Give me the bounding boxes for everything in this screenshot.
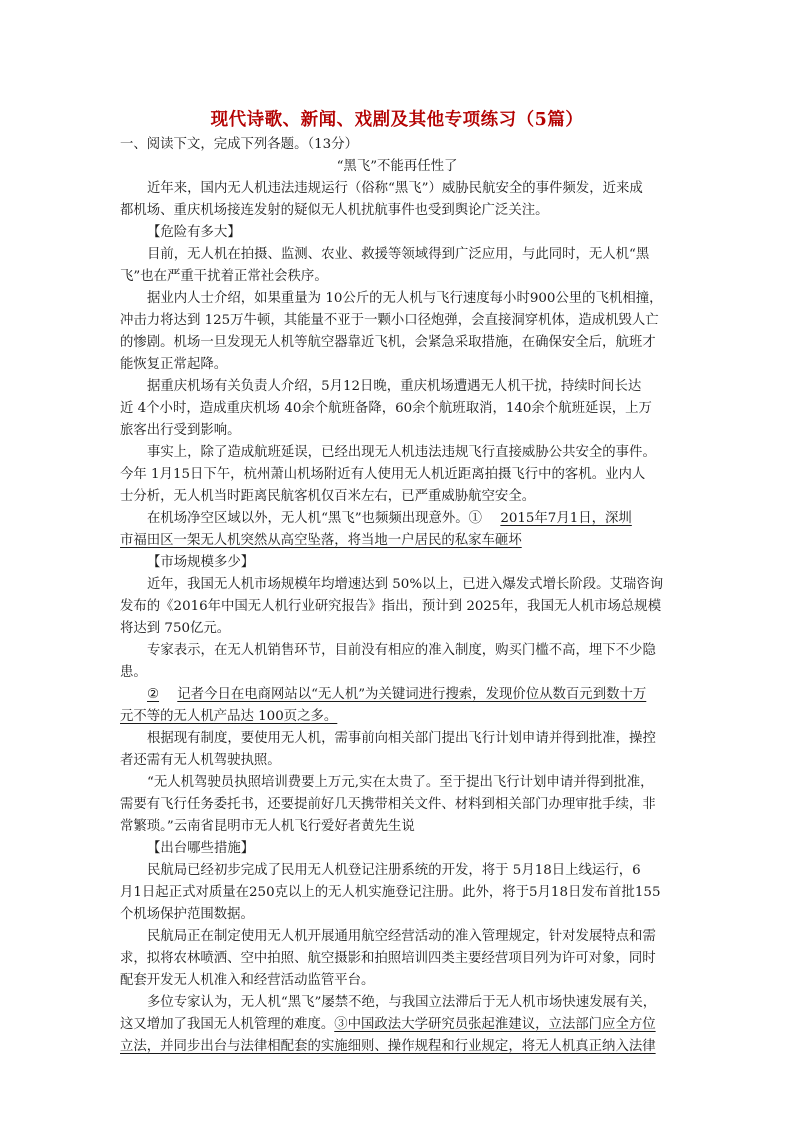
paragraph-line: 据业内人士介绍，如果重量为 10公斤的无人机与飞行速度每小时900公里的飞机相撞， bbox=[147, 291, 663, 306]
paragraph-line: 常繁琐。”云南省昆明市无人机飞行爱好者黄先生说 bbox=[120, 819, 415, 834]
paragraph-line: 目前，无人机在拍摄、监测、农业、救援等领域得到广泛应用，与此同时，无人机“黑 bbox=[147, 247, 650, 262]
paragraph-line: 患。 bbox=[120, 665, 147, 680]
marker-2: ② bbox=[147, 687, 160, 702]
paragraph-line: 专家表示，在无人机销售环节，目前没有相应的准入制度，购买门槛不高，埋下不少隐 bbox=[147, 643, 656, 658]
paragraph-line: 近年来，国内无人机违法违规运行（俗称“黑飞”）威胁民航安全的事件频发，近来成 bbox=[147, 181, 643, 196]
paragraph-line bbox=[120, 1014, 656, 1036]
paragraph-line: 配套开发无人机准入和经营活动监管平台。 bbox=[120, 973, 375, 988]
paragraph-line: 月1日起正式对质量在250克以上的无人机实施登记注册。此外，将于5月18日发布首批155 bbox=[120, 885, 661, 900]
paragraph-line: 冲击力将达到 125万牛顿，其能量不亚于一颗小口径炮弹，会直接洞穿机体，造成机毁人亡 bbox=[120, 313, 659, 328]
paragraph-line: 据重庆机场有关负责人介绍，5月12日晚，重庆机场遭遇无人机干扰，持续时间长达 bbox=[147, 379, 642, 394]
paragraph-line: 者还需有无人机驾驶执照。 bbox=[120, 753, 281, 768]
underlined-sentence-3: ③中国政法大学研究员张起淮建议，立法部门应全方位 bbox=[334, 1017, 656, 1032]
paragraph-line bbox=[147, 508, 632, 530]
paragraph-line bbox=[147, 684, 646, 706]
paragraph-line: 民航局已经初步完成了民用无人机登记注册系统的开发，将于 5月18日上线运行，6 bbox=[147, 863, 641, 878]
paragraph-line: 多位专家认为，无人机“黑飞”屡禁不绝，与我国立法滞后于无人机市场快速发展有关， bbox=[147, 995, 657, 1010]
paragraph-line: 士分析，无人机当时距离民航客机仅百米左右，已严重威胁航空安全。 bbox=[120, 489, 536, 504]
paragraph-line: 近 4个小时，造成重庆机场 40余个航班备降，60余个航班取消，140余个航班延误，上万 bbox=[120, 401, 652, 416]
underlined-sentence-1-cont: 市福田区一架无人机突然从高空坠落，将当地一户居民的私家车砸坏 bbox=[120, 533, 522, 548]
paragraph-line: 今年 1月15日下午，杭州萧山机场附近有人使用无人机近距离拍摄飞行中的客机。业内人 bbox=[120, 467, 646, 482]
paragraph-line: 根据现有制度，要使用无人机，需事前向相关部门提出飞行计划申请并得到批准，操控 bbox=[147, 731, 656, 746]
paragraph-text: 在机场净空区域以外，无人机“黑飞”也频频出现意外。① bbox=[147, 511, 483, 526]
underlined-sentence-2-cont: 元不等的无人机产品达 100页之多。 bbox=[120, 709, 338, 724]
underlined-sentence-3-cont: 立法，并同步出台与法律相配套的实施细则、操作规程和行业规定，将无人机真正纳入法律 bbox=[120, 1039, 656, 1054]
paragraph-text: 这又增加了我国无人机管理的难度。 bbox=[120, 1017, 335, 1032]
paragraph-line: 民航局正在制定使用无人机开展通用航空经营活动的准入管理规定，针对发展特点和需 bbox=[147, 929, 656, 944]
underlined-sentence-2: 记者今日在电商网站以“无人机”为关键词进行搜索，发现价位从数百元到数十万 bbox=[177, 687, 647, 702]
question-heading: 一、阅读下文，完成下列各题。（13分） bbox=[120, 137, 358, 152]
paragraph-line: 近年，我国无人机市场规模年均增速达到 50%以上，已进入爆发式增长阶段。艾瑞咨询 bbox=[147, 577, 664, 592]
paragraph-line: 飞”也在严重干扰着正常社会秩序。 bbox=[120, 269, 328, 284]
article-title: “黑飞”不能再任性了 bbox=[336, 159, 458, 174]
paragraph-line: “无人机驾驶员执照培训费要上万元,实在太贵了。至于提出飞行计划申请并得到批准， bbox=[147, 775, 654, 790]
paragraph-line: 个机场保护范围数据。 bbox=[120, 907, 254, 922]
paragraph-line: 将达到 750亿元。 bbox=[120, 621, 231, 636]
page-title: 现代诗歌、新闻、戏剧及其他专项练习（5篇） bbox=[210, 110, 584, 130]
paragraph-line: 的惨剧。机场一旦发现无人机等航空器靠近飞机，会紧急采取措施，在确保安全后，航班才 bbox=[120, 335, 656, 350]
section-heading: 【市场规模多少】 bbox=[147, 555, 255, 570]
section-heading: 【危险有多大】 bbox=[147, 225, 241, 240]
paragraph-line: 事实上，除了造成航班延误，已经出现无人机违法违规飞行直接威胁公共安全的事件。 bbox=[147, 445, 656, 460]
paragraph-line: 能恢复正常起降。 bbox=[120, 357, 228, 372]
paragraph-line: 发布的《2016年中国无人机行业研究报告》指出，预计到 2025年，我国无人机市场总规模 bbox=[120, 599, 662, 614]
paragraph-line: 求，拟将农林喷洒、空中拍照、航空摄影和拍照培训四类主要经营项目列为许可对象，同时 bbox=[120, 951, 656, 966]
paragraph-line: 需要有飞行任务委托书，还要提前好几天携带相关文件、材料到相关部门办理审批手续，非 bbox=[120, 797, 656, 812]
paragraph-line: 都机场、重庆机场接连发射的疑似无人机扰航事件也受到舆论广泛关注。 bbox=[120, 203, 549, 218]
paragraph-line: 旅客出行受到影响。 bbox=[120, 423, 241, 438]
underlined-sentence-1: 2015年7月1日，深圳 bbox=[500, 511, 632, 526]
section-heading: 【出台哪些措施】 bbox=[147, 841, 255, 856]
